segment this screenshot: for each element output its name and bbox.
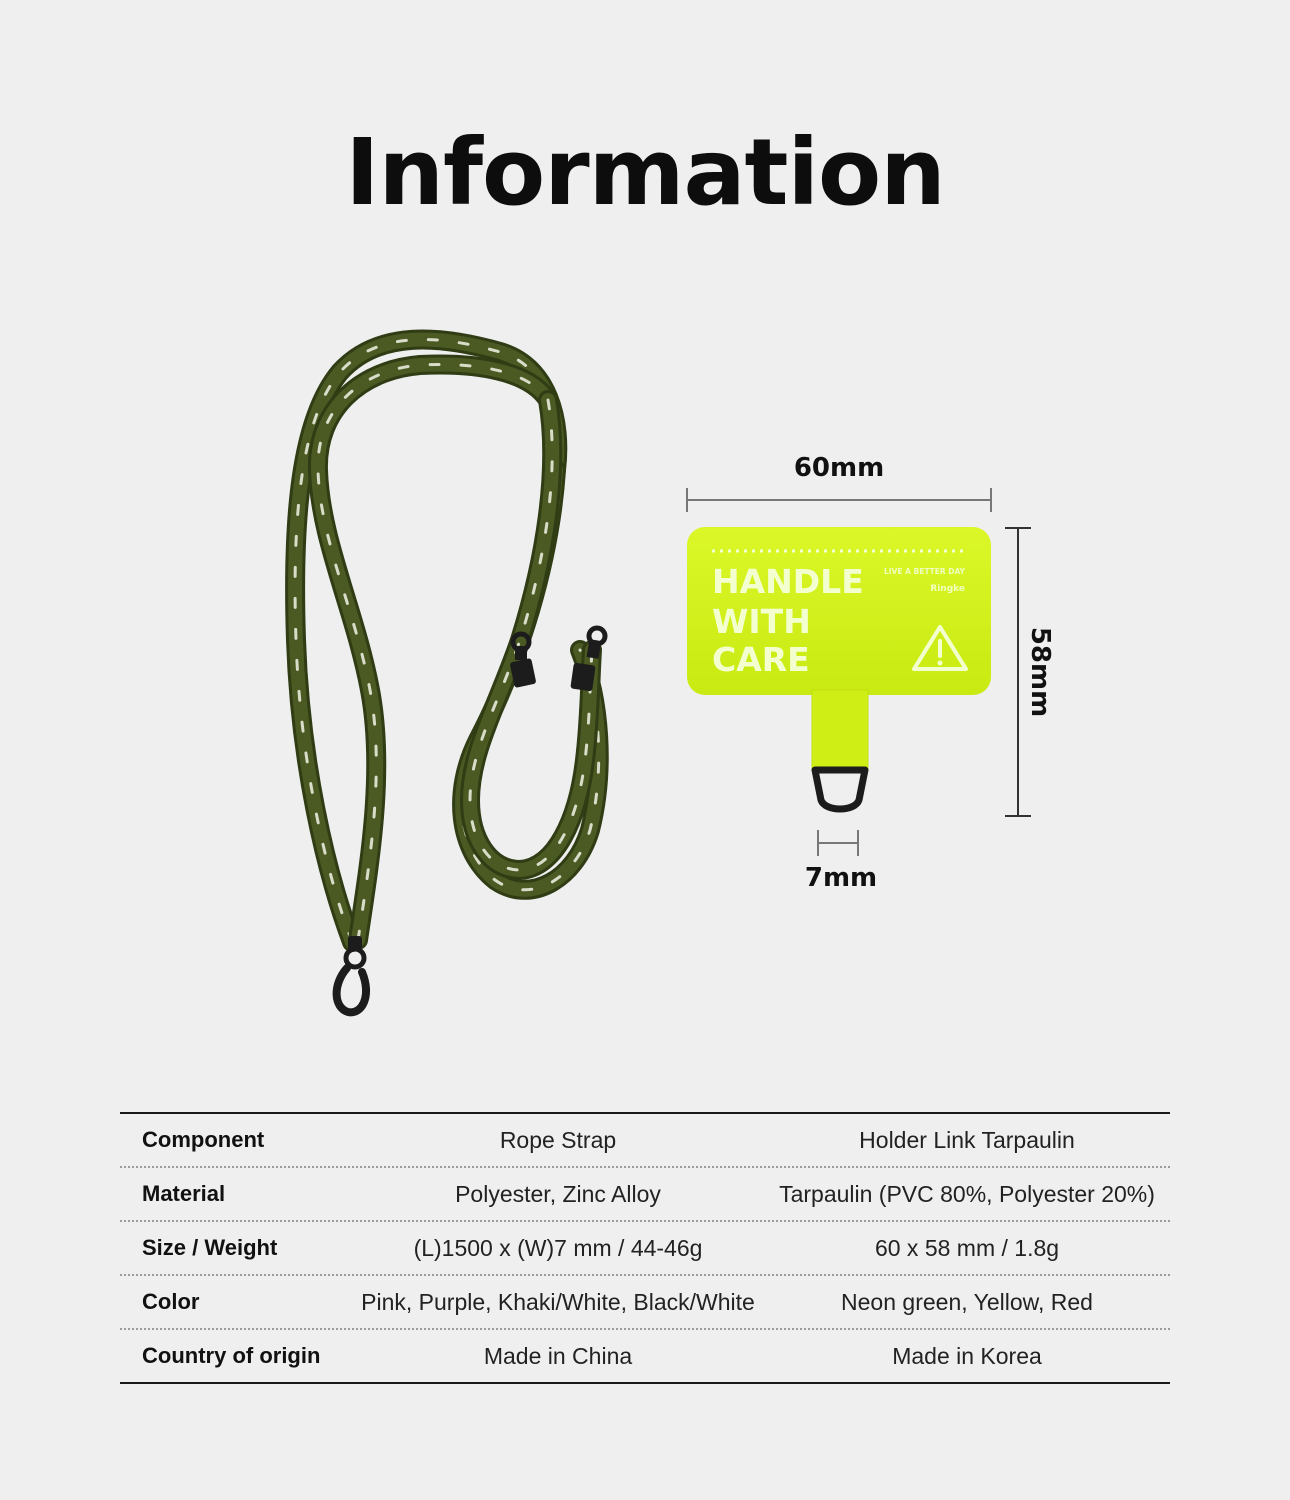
strap-cell: Made in China xyxy=(483,1342,633,1369)
holder-link-image xyxy=(687,453,1055,893)
card-line-2: WITH xyxy=(712,602,811,641)
holder-cell: Tarpaulin (PVC 80%, Polyester 20%) xyxy=(779,1180,1155,1207)
rope-strap-image xyxy=(295,340,605,1013)
page-title: Information xyxy=(345,119,945,226)
row-label: Size / Weight xyxy=(142,1235,278,1260)
table-row xyxy=(120,1276,1170,1330)
holder-cell: 60 x 58 mm / 1.8g xyxy=(874,1234,1060,1261)
row-label: Color xyxy=(142,1289,200,1314)
holder-cell: Holder Link Tarpaulin xyxy=(859,1126,1075,1153)
strap-cell: Pink, Purple, Khaki/White, Black/White xyxy=(361,1288,755,1315)
strap-cell: Polyester, Zinc Alloy xyxy=(455,1180,661,1207)
card-line-1: HANDLE xyxy=(712,562,864,601)
row-label: Country of origin xyxy=(142,1343,321,1368)
width-label: 60mm xyxy=(793,453,885,483)
row-label: Component xyxy=(142,1127,265,1152)
strap-cell: (L)1500 x (W)7 mm / 44-46g xyxy=(413,1234,703,1261)
strap-cell: Rope Strap xyxy=(499,1126,617,1153)
holder-cell: Neon green, Yellow, Red xyxy=(841,1288,1093,1315)
row-label: Material xyxy=(142,1181,226,1206)
card-tagline: LIVE A BETTER DAY xyxy=(883,567,965,576)
loop-label: 7mm xyxy=(804,863,878,893)
card-line-3: CARE xyxy=(712,640,810,679)
height-label: 58mm xyxy=(1025,626,1055,718)
card-brand: Ringke xyxy=(930,584,965,594)
table-row xyxy=(120,1222,1170,1276)
table-row xyxy=(120,1114,1170,1168)
table-row xyxy=(120,1330,1170,1382)
holder-cell: Made in Korea xyxy=(892,1342,1042,1369)
d-ring xyxy=(815,770,865,809)
spec-table xyxy=(120,1112,1170,1384)
table-row xyxy=(120,1168,1170,1222)
